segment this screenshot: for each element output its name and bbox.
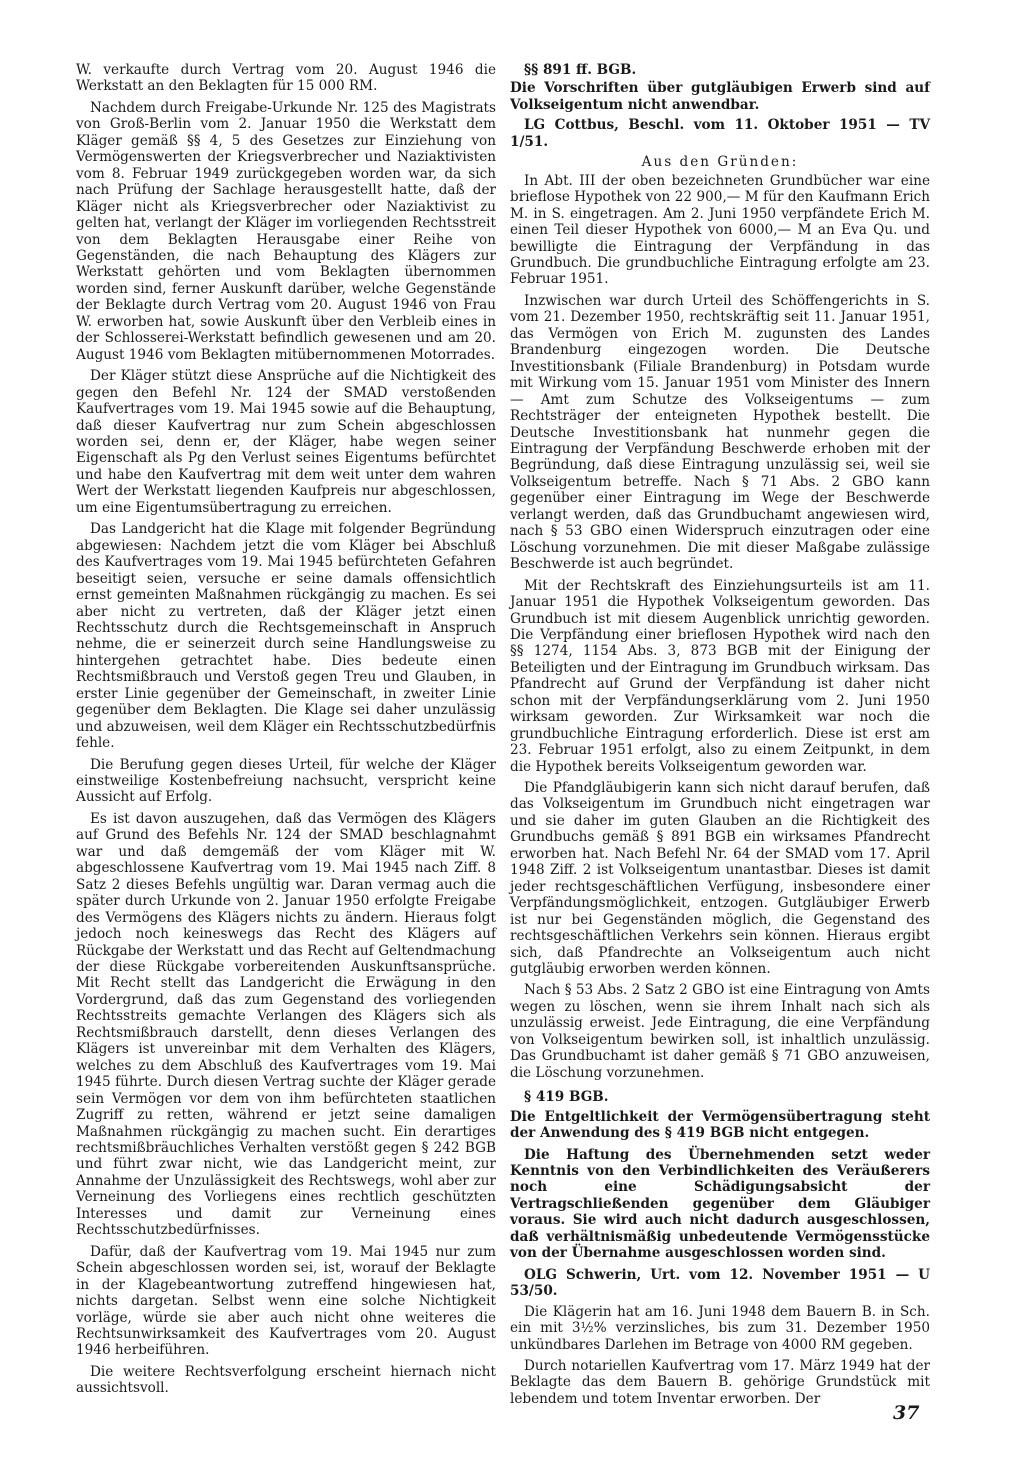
case-2-court-citation: OLG Schwerin, Urt. vom 12. November 1951 — U 53/50. — [510, 1266, 930, 1300]
paragraph: Mit der Rechtskraft des Einziehungsurteils ist am 11. Januar 1951 die Hypothek Volkseigentum geworden. Das Grundbuch ist mit diesem Augenblick unrichtig geworden. Die Verpfändung einer brieflosen Hypothek wird nach den §§ 1274, 1154 Abs. 3, 873 BGB mit der Einigung der Beteiligten und der Eintragung im Grundbuch wirksam. Das Pfandrecht auf Grund der Verpfändung ist daher nicht schon mit der Verpfändungserklärung vom 2. Juni 1950 wirksam geworden. Zur Wirksamkeit war noch die grundbuchliche Eintragung erforderlich. Diese ist erst am 23. Februar 1951 erfolgt, also zu einem Zeitpunkt, in dem die Hypothek bereits Volkseigentum geworden war. — [510, 577, 930, 775]
paragraph: Der Kläger stützt diese Ansprüche auf die Nichtigkeit des gegen den Befehl Nr. 124 der SMAD verstoßenden Kaufvertrages vom 19. Mai 1945 sowie auf die Behauptung, daß dieser Kaufvertrag nur zum Schein abgeschlossen worden sei, denn er, der Kläger, habe wegen seiner Eigenschaft als Pg den Verlust seines Eigentums befürchtet und habe den Kaufvertrag mit dem weit unter dem wahren Wert der Werkstatt liegenden Kaufpreis nur abgeschlossen, um eine Eigentumsübertragung zu erreichen. — [76, 368, 496, 516]
paragraph: Es ist davon auszugehen, daß das Vermögen des Klägers auf Grund des Befehls Nr. 124 der SMAD beschlagnahmt war und daß demgemäß der vom Kläger mit W. abgeschlossene Kaufvertrag vom 19. Mai 1945 nach Ziff. 8 Satz 2 dieses Befehls ungültig war. Daran vermag auch die später durch Urkunde von 2. Januar 1950 erfolgte Freigabe des Vermögens des Klägers nichts zu ändern. Hieraus folgt jedoch noch keineswegs das Recht des Klägers auf Rückgabe der Werkstatt und das Recht auf Geltendmachung der diese Rückgabe vorbereitenden Auskunftsansprüche. Mit Recht stellt das Landgericht die Erwägung in den Vordergrund, daß das zum Gegenstand des vorliegenden Rechtsstreits gemachte Verlangen des Klägers sich als Rechtsmißbrauch darstellt, denn dieses Verlangen des Klägers ist unvereinbar mit dem Verhalten des Klägers, welches zu dem Abschluß des Kaufvertrages vom 19. Mai 1945 führte. Durch diesen Vertrag suchte der Kläger gerade sein Vermögen vor dem von ihm befürchteten staatlichen Zugriff zu retten, während er jetzt seine damaligen Maßnahmen rückgängig zu machen sucht. Ein derartiges rechtsmißbräuchliches Verhalten verstößt gegen § 242 BGB und führt zwar nicht, wie das Landgericht meint, zur Annahme der Unzulässigkeit des Rechtswegs, wohl aber zur Verneinung des Vorliegens eines rechtlich geschützten Interesses und damit zur Verneinung eines Rechtsschutzbedürfnisses. — [76, 810, 496, 1239]
case-1-headnote: Die Vorschriften über gutgläubigen Erwerb sind auf Volkseigentum nicht anwendbar. — [510, 80, 930, 113]
case-1-court-citation: LG Cottbus, Beschl. vom 11. Oktober 1951 — TV 1/51. — [510, 117, 930, 150]
right-column — [510, 62, 930, 1412]
case-2-statute-heading: § 419 BGB. — [524, 1089, 609, 1106]
paragraph: In Abt. III der oben bezeichneten Grundbücher war eine brieflose Hypothek von 22 900,— M für den Kaufmann Erich M. in S. eingetragen. Am 2. Juni 1950 verpfändete Erich M. einen Teil dieser Hypothek von 6000,— M an Eva Qu. und bewilligte die Eintragung der Verpfändung in das Grundbuch. Die grundbuchliche Eintragung erfolgte am 23. Februar 1951. — [510, 172, 930, 288]
case-1-reasons-heading: Aus den Gründen: — [641, 154, 799, 171]
paragraph: Die Pfandgläubigerin kann sich nicht darauf berufen, daß das Volkseigentum im Grundbuch nicht eingetragen war und sie daher im guten Glauben an die Richtigkeit des Grundbuchs gemäß § 891 BGB ein wirksames Pfandrecht erworben hat. Nach Befehl Nr. 64 der SMAD vom 17. April 1948 Ziff. 2 ist Volkseigentum unantastbar. Dieses ist damit jeder rechtsgeschäftlichen Verfügung, insbesondere einer Verpfändungsmöglichkeit, entzogen. Gutgläubiger Erwerb ist nur bei Gegenständen möglich, die Gegenstand des rechtsgeschäftlichen Verkehrs sein können. Hieraus ergibt sich, daß Pfandrechte an Volkseigentum auch nicht gutgläubig erworben werden können. — [510, 780, 930, 978]
paragraph: Durch notariellen Kaufvertrag vom 17. März 1949 hat der Beklagte das dem Bauern B. gehörige Grundstück mit lebendem und totem Inventar erworben. Der — [510, 1357, 930, 1407]
case-1-statute-heading: §§ 891 ff. BGB. — [524, 62, 637, 78]
left-column — [76, 62, 496, 1402]
paragraph: W. verkaufte durch Vertrag vom 20. August 1946 die Werkstatt an den Beklagten für 15 000 RM. — [76, 62, 496, 95]
paragraph: Nachdem durch Freigabe-Urkunde Nr. 125 des Magistrats von Groß-Berlin vom 2. Januar 1950 die Werkstatt dem Kläger gemäß §§ 4, 5 des Gesetzes zur Einziehung von Vermögenswerten der Kriegsverbrecher und Naziaktivisten vom 8. Februar 1949 zurückgegeben worden war, da sich nach Prüfung der Sachlage herausgestellt hatte, daß der Kläger nicht als Kriegsverbrecher oder Naziaktivist zu gelten hat, verlangt der Kläger im vorliegenden Rechtsstreit von dem Beklagten Herausgabe einer Reihe von Gegenständen, die nach Behauptung des Klägers zur Werkstatt gehörten und vom Beklagten übernommen worden sind, ferner Auskunft darüber, welche Gegenstände der Beklagte durch Vertrag vom 20. August 1946 von Frau W. erworben hat, sowie Auskunft über den Verbleib eines in der Schlosserei-Werkstatt befindlich gewesenen und am 20. August 1946 vom Beklagten mitübernommenen Motorrades. — [76, 99, 496, 363]
paragraph: Die Berufung gegen dieses Urteil, für welche der Kläger einstweilige Kostenbefreiung nachsucht, verspricht keine Aussicht auf Erfolg. — [76, 756, 496, 806]
paragraph: Die Klägerin hat am 16. Juni 1948 dem Bauern B. in Sch. ein mit 3½% verzinsliches, bis zum 31. Dezember 1950 unkündbares Darlehen im Betrage von 4000 RM gegeben. — [510, 1303, 930, 1353]
page-number: 37 — [893, 1402, 920, 1424]
case-2-headnote-1: Die Entgeltlichkeit der Vermögensübertragung steht der Anwendung des § 419 BGB nicht entgegen. — [510, 1108, 930, 1142]
paragraph: Dafür, daß der Kaufvertrag vom 19. Mai 1945 nur zum Schein abgeschlossen worden sei, ist, worauf der Beklagte in der Klagebeantwortung zutreffend hingewiesen hat, nichts dargetan. Selbst wenn eine solche Nichtigkeit vorläge, würde sie aber auch nicht ohne weiteres die Rechtsunwirksamkeit des Kaufvertrages vom 20. August 1946 herbeiführen. — [76, 1243, 496, 1359]
paragraph: Nach § 53 Abs. 2 Satz 2 GBO ist eine Eintragung von Amts wegen zu löschen, wenn sie ihrem Inhalt nach sich als unzulässig erweist. Jede Eintragung, die eine Verpfändung von Volkseigentum bewirken soll, ist inhaltlich unzulässig. Das Grundbuchamt ist daher gemäß § 71 GBO anzuweisen, die Löschung vorzunehmen. — [510, 982, 930, 1081]
paragraph: Die weitere Rechtsverfolgung erscheint hiernach nicht aussichtsvoll. — [76, 1363, 496, 1397]
paragraph: Das Landgericht hat die Klage mit folgender Begründung abgewiesen: Nachdem jetzt die vom Kläger bei Abschluß des Kaufvertrages vom 19. Mai 1945 befürchteten Gefahren beseitigt seien, versuche er seine damals offensichtlich ernst gemeinten Maßnahmen rückgängig zu machen. Es sei aber nicht zu vertreten, daß der Kläger jetzt einen Rechtsschutz durch die Rechtsgemeinschaft in Anspruch nehme, die er seinerzeit durch seine Handlungsweise zu hintergehen getrachtet habe. Dies bedeute einen Rechtsmißbrauch und Verstoß gegen Treu und Glauben, in erster Linie gegenüber der Gemeinschaft, in zweiter Linie gegenüber dem Beklagten. Die Klage sei daher unzulässig und abzuweisen, weil dem Kläger ein Rechtsschutzbedürfnis fehle. — [76, 521, 496, 752]
case-2-headnote-2: Die Haftung des Übernehmenden setzt weder Kenntnis von den Verbindlichkeiten des Veräußerers noch eine Schädigungsabsicht der Vertragschließenden gegenüber dem Gläubiger voraus. Sie wird auch nicht dadurch ausgeschlossen, daß verhältnismäßig unbedeutende Vermögensstücke von der Übernahme ausgeschlossen worden sind. — [510, 1146, 930, 1262]
paragraph: Inzwischen war durch Urteil des Schöffengerichts in S. vom 21. Dezember 1950, rechtskräftig seit 11. Januar 1951, das Vermögen von Erich M. zugunsten des Landes Brandenburg eingezogen worden. Die Deutsche Investitionsbank (Filiale Brandenburg) in Potsdam wurde mit Wirkung vom 15. Januar 1951 vom Minister des Innern — Amt zum Schutze des Volkseigentums — zum Rechtsträger der enteigneten Hypothek bestellt. Die Deutsche Investitionsbank hat nunmehr gegen die Eintragung der Verpfändung Beschwerde erhoben mit der Begründung, daß diese Eintragung unzulässig sei, weil sie Volkseigentum betreffe. Nach § 71 Abs. 2 GBO kann gegenüber einer Eintragung im Wege der Beschwerde verlangt werden, daß das Grundbuchamt angewiesen wird, nach § 53 GBO einen Widerspruch einzutragen oder eine Löschung vorzunehmen. Die mit dieser Maßgabe zulässige Beschwerde ist auch begründet. — [510, 292, 930, 573]
